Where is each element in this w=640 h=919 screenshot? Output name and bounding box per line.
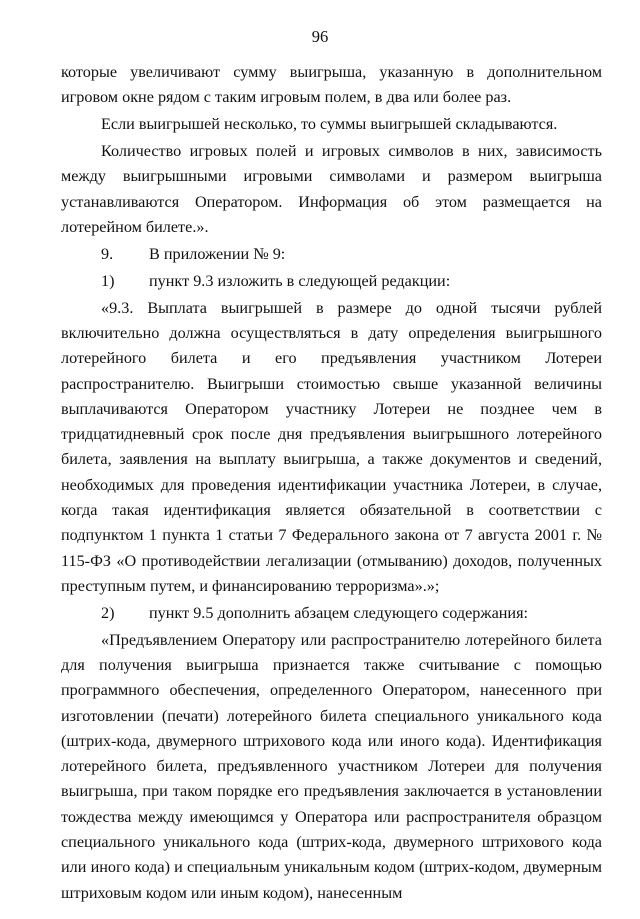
paragraph-game-fields: Количество игровых полей и игровых символов в них, зависимость между выигрышными игровыми символами и размером выигрыша устанавливаются Оператором. Информация об этом размещается на лотерейном билете.».	[61, 142, 602, 236]
list-item-appendix-9	[61, 242, 602, 267]
document-body	[61, 60, 602, 906]
list-item-number: 1)	[101, 271, 115, 290]
list-item-number: 2)	[101, 603, 115, 622]
list-item-point-9-3	[61, 269, 602, 294]
list-item-number: 9.	[101, 244, 114, 263]
paragraph-point-9-3: «9.3. Выплата выигрышей в размере до одной тысячи рублей включительно должна осуществляться в дату определения выигрышного лотерейного билета и его предъявления участником Лотереи распространителю. Выигрыши стоимостью свыше указанной величины выплачиваются Оператором участнику Лотереи не позднее чем в тридцатидневный срок после дня предъявления выигрышного лотерейного билета, заявления на выплату выигрыша, а также документов и сведений, необходимых для проведения идентификации участника Лотереи, в случае, когда такая идентификация является обязательной в соответствии с подпунктом 1 пункта 1 статьи 7 Федерального закона от 7 августа 2001 г. № 115-ФЗ «О противодействии легализации (отмыванию) доходов, полученных преступным путем, и финансированию терроризма».»;	[61, 298, 602, 595]
list-item-text: пункт 9.3 изложить в следующей редакции:	[149, 271, 451, 290]
paragraph-sum-rule: Если выигрышей несколько, то суммы выигрышей складываются.	[101, 115, 558, 134]
list-item-text: пункт 9.5 дополнить абзацем следующего содержания:	[149, 603, 529, 622]
paragraph-continuation: которые увеличивают сумму выигрыша, указанную в дополнительном игровом окне рядом с таким игровым полем, в два или более раз.	[61, 63, 602, 107]
paragraph-point-9-5: «Предъявлением Оператору или распространителю лотерейного билета для получения выигрыша признается также считывание с помощью программного обеспечения, определенного Оператором, нанесенного при изготовлении (печати) лотерейного билета специального уникального кода (штрих-кода, двумерного штрихового кода или иного кода). Идентификация лотерейного билета, предъявленного участником Лотереи для получения выигрыша, при таком порядке его предъявления заключается в установлении тождества между имеющимся у Оператора или распространителя образцом специального уникального кода (штрих-кода, двумерного штрихового кода или иного кода) и специальным уникальным кодом (штрих-кодом, двумерным штриховым кодом или иным кодом), нанесенным	[61, 630, 602, 902]
page-number: 96	[311, 27, 329, 46]
list-item-point-9-5	[61, 601, 602, 626]
list-item-text: В приложении № 9:	[149, 244, 286, 263]
